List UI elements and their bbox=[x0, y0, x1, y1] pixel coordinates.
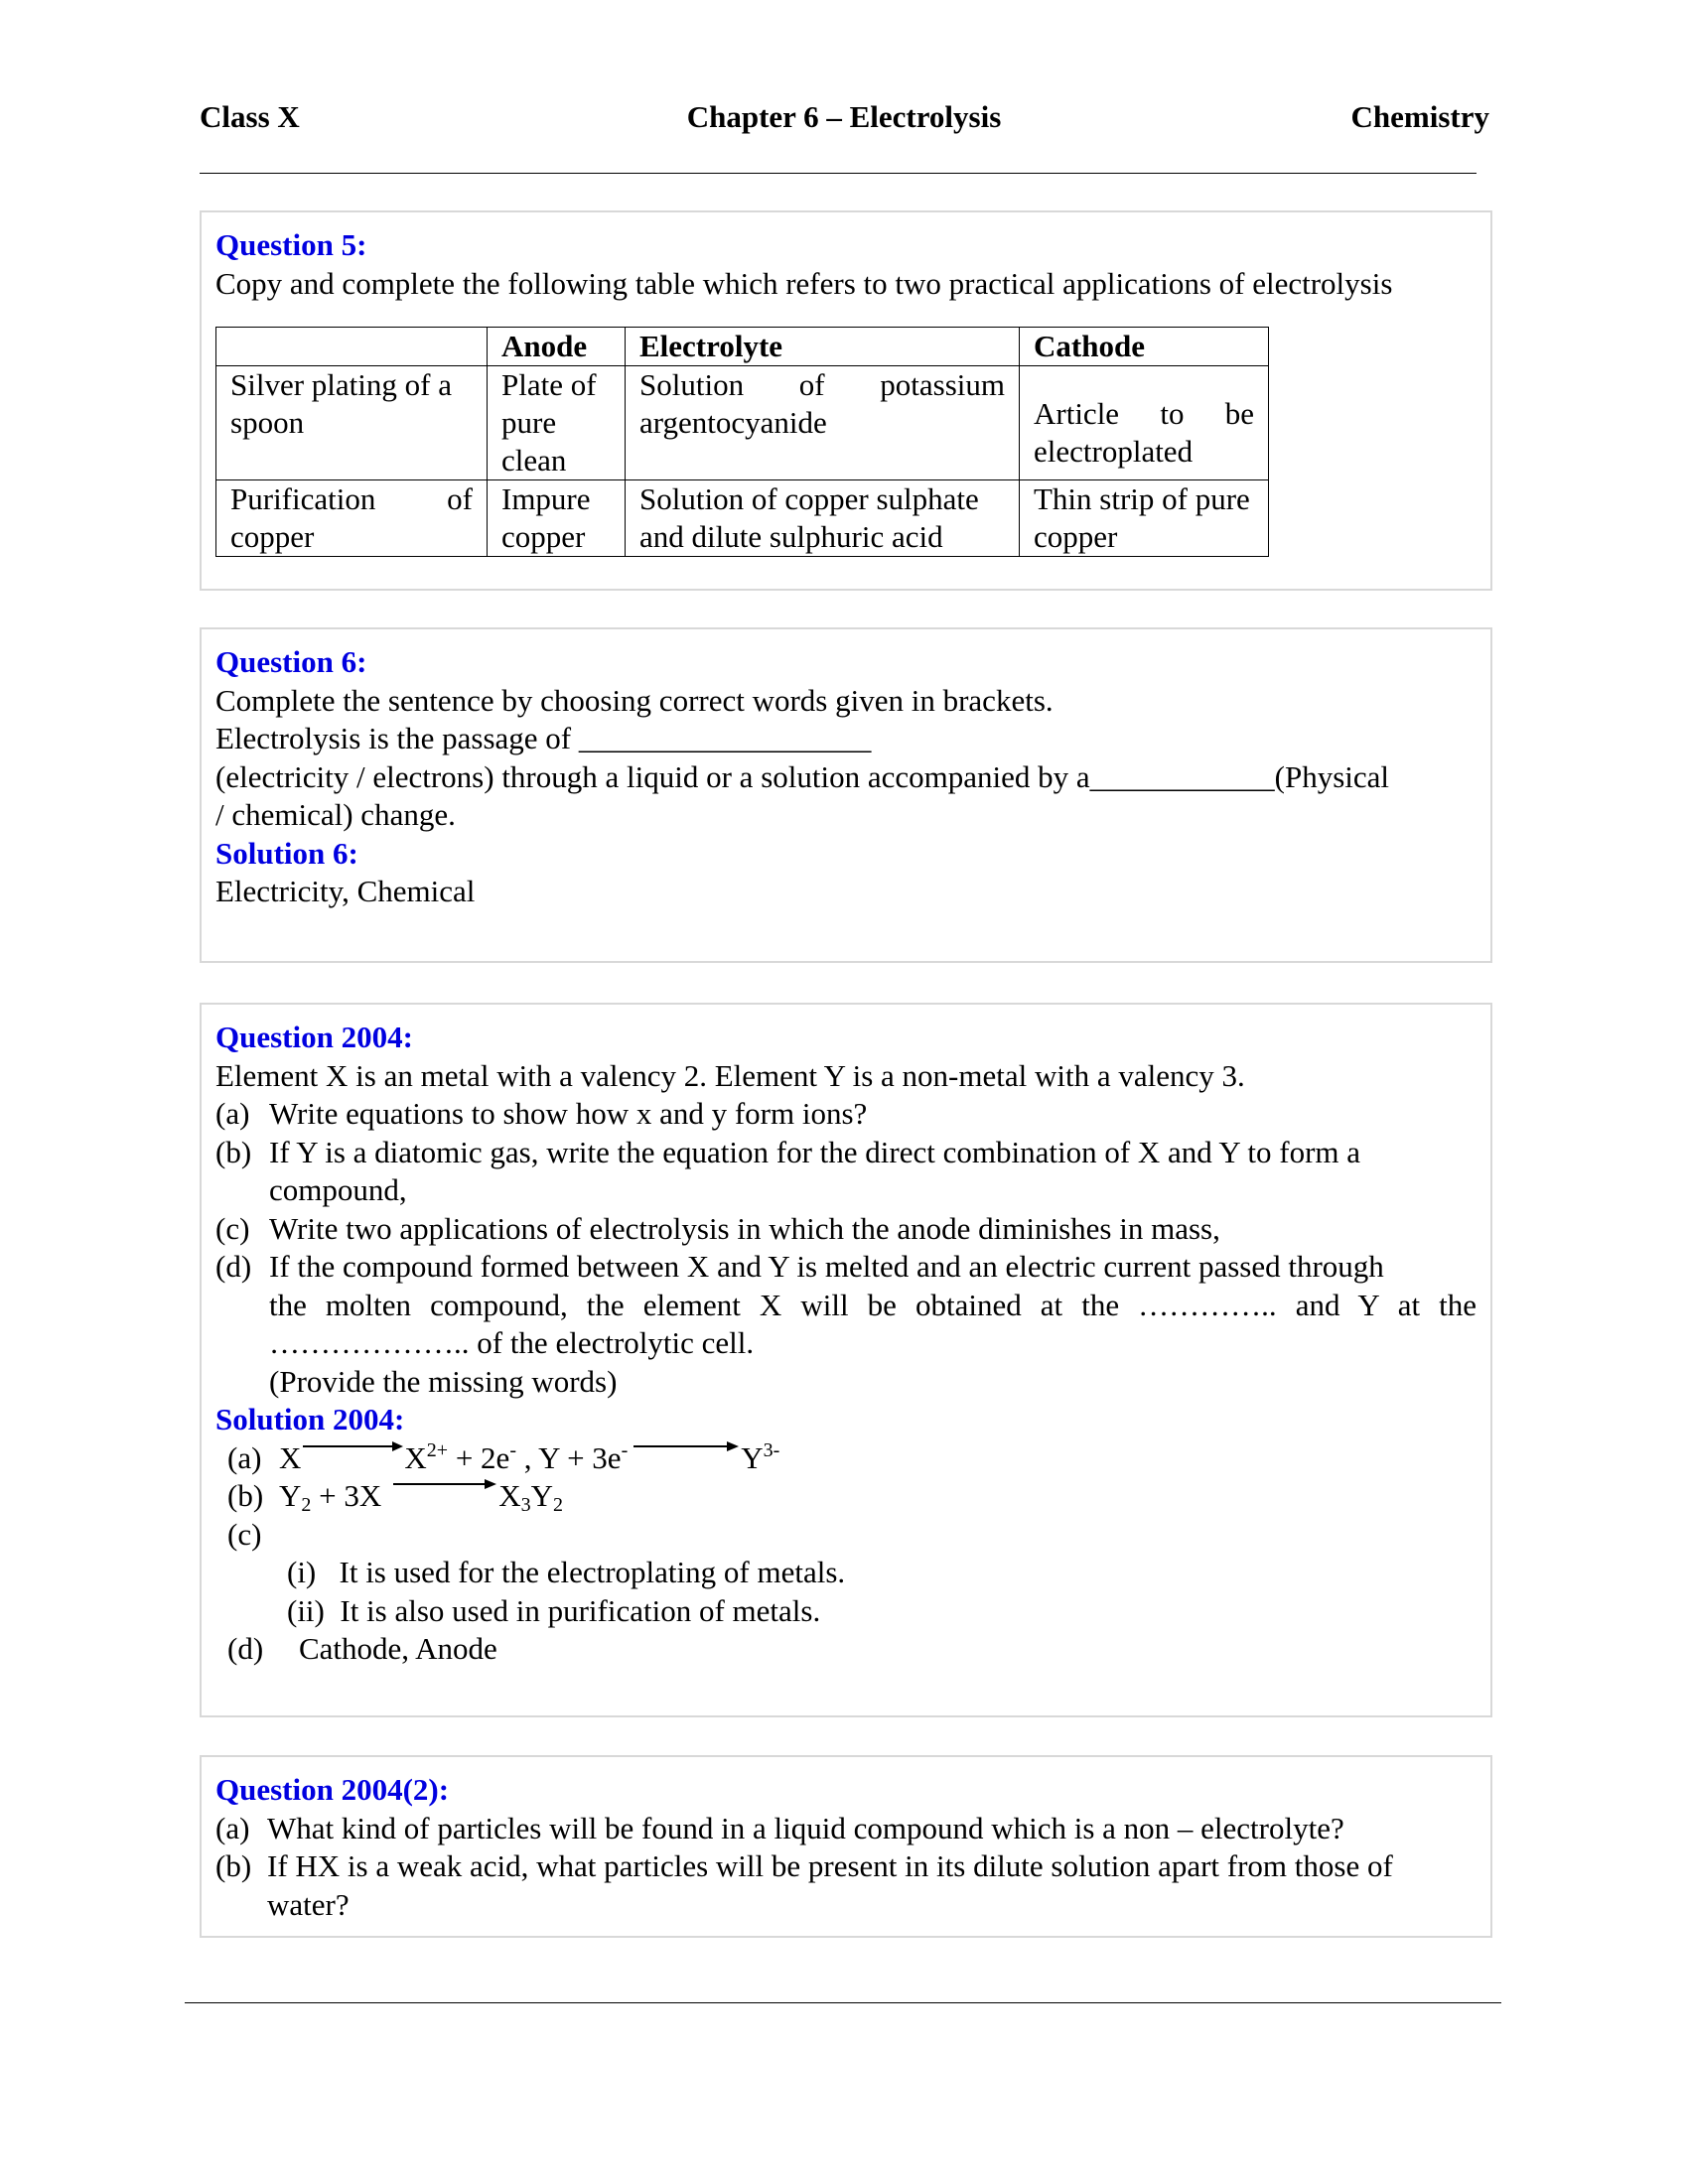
question-6-line: (electricity / electrons) through a liquid or a solution accompanied by a____________(Physical bbox=[215, 758, 1389, 794]
list-continuation: (Provide the missing words) bbox=[269, 1363, 618, 1399]
solution-6-title: Solution 6: bbox=[215, 835, 358, 871]
list-label: (b) bbox=[227, 1478, 264, 1513]
solution-d-text: Cathode, Anode bbox=[299, 1631, 497, 1666]
list-item bbox=[215, 1210, 1477, 1249]
question-6-box bbox=[200, 627, 1492, 963]
solution-item-a bbox=[215, 1439, 1477, 1478]
list-continuation bbox=[215, 1287, 1477, 1325]
list-text: the molten compound, the element X will be obtained at the ………….. and Y at the bbox=[269, 1287, 1477, 1322]
header-class: Class X bbox=[200, 99, 300, 134]
list-label: (d) bbox=[215, 1249, 252, 1284]
table-cell: Solution of potassium argentocyanide bbox=[626, 366, 1020, 480]
equation-symbol: + 2e bbox=[448, 1439, 510, 1475]
table-cell-text: Article to be electroplated bbox=[1034, 396, 1254, 469]
equation-term bbox=[448, 1439, 628, 1478]
table-header-row bbox=[216, 328, 1269, 366]
table-row bbox=[216, 366, 1269, 480]
equation-symbol: Y bbox=[530, 1478, 554, 1513]
equation-subscript: 2 bbox=[553, 1494, 564, 1516]
list-label: (a) bbox=[215, 1096, 250, 1131]
equation-symbol: X bbox=[498, 1478, 521, 1513]
question-2004-box bbox=[200, 1003, 1492, 1717]
list-text: If HX is a weak acid, what particles will be present in its dilute solution apart from those of bbox=[267, 1848, 1393, 1883]
reaction-arrow-icon bbox=[391, 1477, 498, 1491]
equation-symbol: X bbox=[404, 1439, 427, 1475]
table-header-cell: Cathode bbox=[1020, 328, 1269, 366]
equation-term bbox=[404, 1439, 448, 1478]
solution-item-d bbox=[215, 1630, 1477, 1669]
reaction-arrow-icon bbox=[632, 1439, 741, 1453]
footer-rule bbox=[185, 2002, 1501, 2003]
question-5-text: Copy and complete the following table which refers to two practical applications of electrolysis bbox=[215, 265, 1393, 301]
list-label: (a) bbox=[227, 1439, 262, 1475]
list-item bbox=[215, 1248, 1477, 1287]
question-2004-intro: Element X is an metal with a valency 2. Element Y is a non-metal with a valency 3. bbox=[215, 1057, 1245, 1093]
equation-symbol: Y bbox=[741, 1439, 764, 1475]
list-item bbox=[215, 1810, 1477, 1848]
list-text: compound, bbox=[269, 1172, 407, 1207]
equation-subscript: 2 bbox=[301, 1494, 312, 1516]
table-cell: Impure copper bbox=[488, 480, 626, 557]
equation-term bbox=[498, 1477, 563, 1516]
solution-item-c bbox=[215, 1516, 1477, 1555]
list-item bbox=[215, 1134, 1477, 1172]
applications-table bbox=[215, 327, 1269, 557]
table-cell: Thin strip of pure copper bbox=[1020, 480, 1269, 557]
equation-term bbox=[741, 1439, 779, 1478]
table-cell: Solution of copper sulphate and dilute sulphuric acid bbox=[626, 480, 1020, 557]
equation-superscript: 3- bbox=[763, 1438, 780, 1461]
question-6-line: Complete the sentence by choosing correct words given in brackets. bbox=[215, 682, 1054, 718]
list-text: If Y is a diatomic gas, write the equation for the direct combination of X and Y to form a bbox=[269, 1134, 1361, 1169]
list-continuation: ……………….. of the electrolytic cell. bbox=[269, 1325, 755, 1360]
equation-symbol: Y bbox=[279, 1478, 302, 1513]
list-label: (a) bbox=[215, 1810, 250, 1845]
table-cell: Plate of pure clean bbox=[488, 366, 626, 480]
solution-2004-title: Solution 2004: bbox=[215, 1402, 405, 1436]
list-label: (b) bbox=[215, 1134, 252, 1169]
question-6-line: Electrolysis is the passage of ___________________ bbox=[215, 721, 872, 755]
list-label bbox=[215, 1886, 267, 1925]
reaction-arrow-icon bbox=[301, 1439, 404, 1453]
solution-item-b bbox=[215, 1477, 1477, 1516]
list-item bbox=[215, 1847, 1477, 1886]
list-text: Write two applications of electrolysis in which the anode diminishes in mass, bbox=[269, 1210, 1220, 1246]
list-item bbox=[215, 1886, 1477, 1925]
header-chapter: Chapter 6 – Electrolysis bbox=[686, 99, 1002, 134]
list-text: Write equations to show how x and y form ions? bbox=[269, 1096, 868, 1131]
list-label bbox=[215, 1171, 269, 1210]
list-text: If the compound formed between X and Y is melted and an electric current passed through bbox=[269, 1249, 1384, 1284]
question-6-line: / chemical) change. bbox=[215, 797, 456, 832]
list-text: What kind of particles will be found in a liquid compound which is a non – electrolyte? bbox=[267, 1810, 1344, 1845]
equation-term bbox=[279, 1477, 381, 1516]
header-rule bbox=[200, 173, 1477, 174]
question-2004-title: Question 2004: bbox=[215, 1020, 413, 1054]
list-label: (b) bbox=[215, 1848, 252, 1883]
list-item bbox=[215, 1095, 1477, 1134]
list-label: (c) bbox=[215, 1210, 250, 1246]
list-label: (d) bbox=[227, 1631, 264, 1666]
list-text: water? bbox=[267, 1886, 350, 1922]
equation-superscript: - bbox=[509, 1438, 516, 1461]
table-header-cell bbox=[216, 328, 488, 366]
table-header-cell: Anode bbox=[488, 328, 626, 366]
question-5-title: Question 5: bbox=[215, 227, 367, 262]
equation-superscript: - bbox=[621, 1438, 629, 1461]
question-5-box bbox=[200, 210, 1492, 591]
equation-term: X bbox=[279, 1439, 302, 1475]
equation-symbol: , Y + 3e bbox=[515, 1439, 622, 1475]
solution-6-text: Electricity, Chemical bbox=[215, 874, 476, 908]
question-2004-2-box bbox=[200, 1755, 1492, 1938]
table-cell: Purification of copper bbox=[216, 480, 488, 557]
solution-c-point: (ii) It is also used in purification of metals. bbox=[287, 1592, 821, 1628]
table-cell bbox=[1020, 366, 1269, 480]
equation-subscript: 3 bbox=[520, 1494, 531, 1516]
equation-symbol: + 3X bbox=[311, 1478, 382, 1513]
table-row bbox=[216, 480, 1269, 557]
header-subject: Chemistry bbox=[1350, 99, 1489, 134]
question-2004-2-title: Question 2004(2): bbox=[215, 1772, 450, 1807]
list-label: (c) bbox=[227, 1516, 262, 1552]
list-item bbox=[215, 1171, 1477, 1210]
table-cell: Silver plating of a spoon bbox=[216, 366, 488, 480]
table-header-cell: Electrolyte bbox=[626, 328, 1020, 366]
solution-c-point: (i) It is used for the electroplating of metals. bbox=[287, 1555, 846, 1589]
equation-superscript: 2+ bbox=[426, 1438, 449, 1461]
question-6-title: Question 6: bbox=[215, 644, 367, 679]
